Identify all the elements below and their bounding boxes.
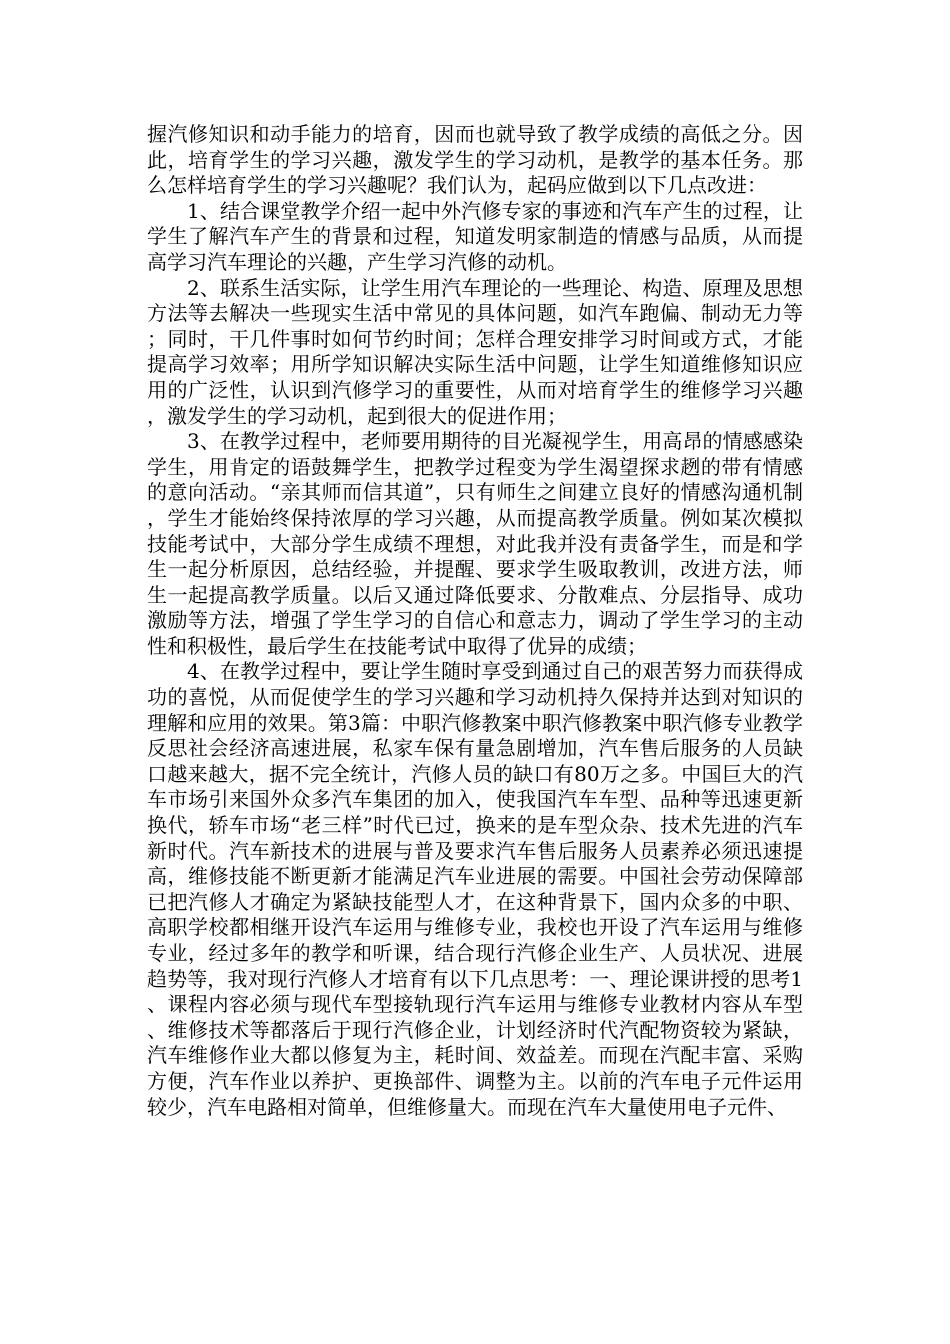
document-body [147, 122, 803, 1120]
paragraph-point-1: 1、结合课堂教学介绍一起中外汽修专家的事迹和汽车产生的过程，让学生了解汽车产生的背景和过程，知道发明家制造的情感与品质，从而提高学习汽车理论的兴趣，产生学习汽修的动机。 [147, 198, 803, 274]
paragraph-point-3: 3、在教学过程中，老师要用期待的目光凝视学生，用高昂的情感感染学生，用肯定的语鼓舞学生，把教学过程变为学生渴望探求趔的带有情感的意向活动。“亲其师而信其道”，只有师生之间建立良好的情感沟通机制，学生才能始终保持浓厚的学习兴趣，从而提高教学质量。例如某次模拟技能考试中，大部分学生成绩不理想，对此我并没有责备学生，而是和学生一起分析原因，总结经验，并提醒、要求学生吸取教训，改进方法，师生一起提高教学质量。以后又通过降低要求、分散难点、分层指导、成功激励等方法，增强了学生学习的自信心和意志力，调动了学生学习的主动性和积极性，最后学生在技能考试中取得了优异的成绩； [147, 429, 803, 658]
paragraph-intro: 握汽修知识和动手能力的培育，因而也就导致了教学成绩的高低之分。因此，培育学生的学习兴趣，激发学生的学习动机，是教学的基本任务。那么怎样培育学生的学习兴趣呢？我们认为，起码应做到以下几点改进： [147, 122, 803, 198]
paragraph-point-2: 2、联系生活实际，让学生用汽车理论的一些理论、构造、原理及思想方法等去解决一些现实生活中常见的具体问题，如汽车跑偏、制动无力等；同时，干几件事时如何节约时间；怎样合理安排学习时间或方式，才能提高学习效率；用所学知识解决实际生活中问题，让学生知道维修知识应用的广泛性，认识到汽修学习的重要性，从而对培育学生的维修学习兴趣，激发学生的学习动机，起到很大的促进作用； [147, 275, 803, 428]
paragraph-point-4: 4、在教学过程中，要让学生随时享受到通过自己的艰苦努力而获得成功的喜悦，从而促使学生的学习兴趣和学习动机持久保持并达到对知识的理解和应用的效果。第3篇：中职汽修教案中职汽修教案中职汽修专业教学反思社会经济高速进展，私家车保有量急剧增加，汽车售后服务的人员缺口越来越大，据不完全统计，汽修人员的缺口有80万之多。中国巨大的汽车市场引来国外众多汽车集团的加入，使我国汽车车型、品种等迅速更新换代，轿车市场“老三样”时代已过，换来的是车型众杂、技术先进的汽车新时代。汽车新技术的进展与普及要求汽车售后服务人员素养必须迅速提高，维修技能不断更新才能满足汽车业进展的需要。中国社会劳动保障部已把汽修人才确定为紧缺技能型人才，在这种背景下，国内众多的中职、高职学校都相继开设汽车运用与维修专业，我校也开设了汽车运用与维修专业，经过多年的教学和听课，结合现行汽修企业生产、人员状况、进展趋势等，我对现行汽修人才培育有以下几点思考：一、理论课讲授的思考1、课程内容必须与现代车型接轨现行汽车运用与维修专业教材内容从车型、维修技术等都落后于现行汽修企业，计划经济时代汽配物资较为紧缺，汽车维修作业大都以修复为主，耗时间、效益差。而现在汽配丰富、采购方便，汽车作业以养护、更换部件、调整为主。以前的汽车电子元件运用较少，汽车电路相对简单，但维修量大。而现在汽车大量使用电子元件、 [147, 659, 803, 1119]
